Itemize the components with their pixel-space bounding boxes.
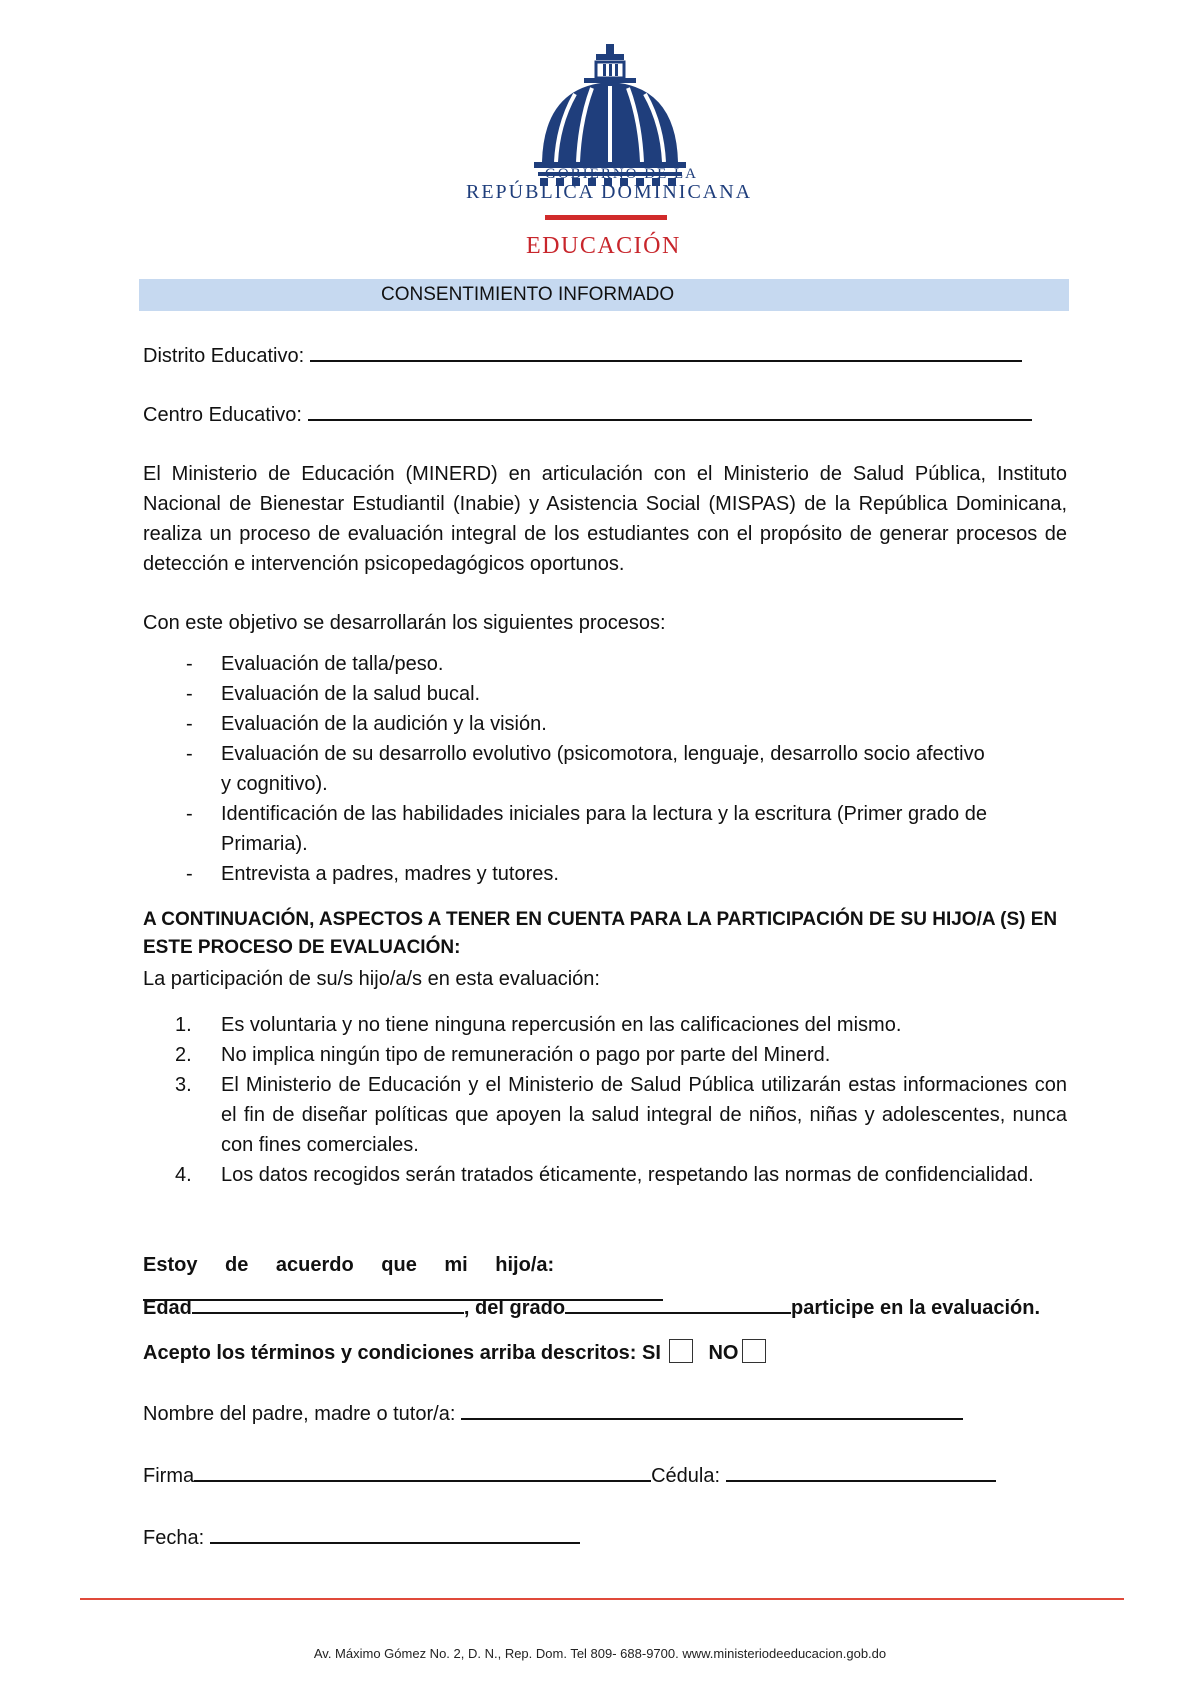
list-item: - Evaluación de talla/peso.	[143, 649, 1063, 679]
signature-line[interactable]	[194, 1462, 651, 1482]
parent-name-row	[143, 1399, 963, 1429]
age-grade-row	[143, 1293, 1073, 1323]
footer-address: Av. Máximo Gómez No. 2, D. N., Rep. Dom. Tel 809- 688-9700. www.ministeriodeeducacion.gob.do	[313, 1646, 887, 1661]
government-label-line1: GOBIERNO DE LA	[545, 166, 698, 182]
processes-list	[143, 649, 1063, 889]
distrito-input-line[interactable]	[310, 342, 1022, 362]
objective-text: Con este objetivo se desarrollarán los siguientes procesos:	[143, 612, 666, 634]
agree-label: Estoy de acuerdo que mi hijo/a:	[143, 1254, 555, 1276]
accept-label: Acepto los términos y condiciones arriba descritos: SI	[143, 1342, 661, 1364]
fecha-label: Fecha:	[143, 1527, 205, 1549]
date-line[interactable]	[210, 1524, 580, 1544]
edad-label: Edad	[143, 1297, 192, 1319]
page-title: CONSENTIMIENTO INFORMADO	[381, 284, 675, 305]
cedula-line[interactable]	[726, 1462, 996, 1482]
intro-paragraph: El Ministerio de Educación (MINERD) en articulación con el Ministerio de Salud Pública, Instituto Nacional de Bienestar Estudiantil (Inabie) y Asistencia Social (MISPAS) de la República Dominicana, realiza un proceso de evaluación integral de los estudiantes con el propósito de generar procesos de detección e intervención psicopedagógicos oportunos.	[143, 463, 1067, 575]
no-label: NO	[708, 1342, 739, 1364]
firma-label: Firma	[143, 1465, 195, 1487]
footer-divider	[80, 1598, 1124, 1600]
distrito-label: Distrito Educativo:	[143, 345, 305, 367]
list-item: 1. Es voluntaria y no tiene ninguna repercusión en las calificaciones del mismo.	[175, 1014, 902, 1036]
participe-label: participe en la evaluación.	[791, 1297, 1041, 1319]
title-banner	[139, 279, 1069, 311]
brand-divider	[545, 215, 667, 220]
list-item: 2. No implica ningún tipo de remuneración o pago por parte del Minerd.	[175, 1044, 831, 1066]
list-item: 4. Los datos recogidos serán tratados éticamente, respetando las normas de confidencialidad.	[175, 1164, 1034, 1186]
ministry-label: EDUCACIÓN	[526, 233, 681, 259]
list-item: - Evaluación de la audición y la visión.	[143, 709, 1063, 739]
list-item: - Evaluación de la salud bucal.	[143, 679, 1063, 709]
si-checkbox[interactable]	[669, 1339, 693, 1363]
list-item: - Identificación de las habilidades iniciales para la lectura y la escritura (Primer grado de Primaria).	[143, 799, 1063, 859]
cedula-label: Cédula:	[651, 1465, 721, 1487]
accept-row	[143, 1338, 766, 1368]
centro-row	[143, 400, 1032, 430]
aspects-heading: A CONTINUACIÓN, ASPECTOS A TENER EN CUENTA PARA LA PARTICIPACIÓN DE SU HIJO/A (S) EN ESTE PROCESO DE EVALUACIÓN:	[143, 909, 1058, 958]
centro-input-line[interactable]	[308, 401, 1032, 421]
date-row	[143, 1523, 580, 1553]
parent-name-line[interactable]	[461, 1400, 963, 1420]
centro-label: Centro Educativo:	[143, 404, 302, 426]
grade-line[interactable]	[565, 1294, 791, 1314]
distrito-row	[143, 341, 1022, 371]
age-line[interactable]	[192, 1294, 464, 1314]
aspects-intro: La participación de su/s hijo/a/s en esta evaluación:	[143, 968, 600, 990]
list-item: 3. El Ministerio de Educación y el Ministerio de Salud Pública utilizarán estas informaciones con el fin de diseñar políticas que apoyen la salud integral de niños, niñas y adolescentes, nunca con fines comerciales.	[175, 1074, 1067, 1156]
grado-label: , del grado	[463, 1297, 566, 1319]
no-checkbox[interactable]	[742, 1339, 766, 1363]
government-label-line2: REPÚBLICA DOMINICANA	[466, 181, 753, 203]
signature-row	[143, 1461, 996, 1491]
government-dome-logo	[460, 40, 760, 260]
parent-name-label: Nombre del padre, madre o tutor/a:	[143, 1403, 456, 1425]
list-item: - Evaluación de su desarrollo evolutivo (psicomotora, lenguaje, desarrollo socio afectivo y cognitivo).	[143, 739, 1063, 799]
aspects-list	[143, 1010, 1067, 1190]
list-item: - Entrevista a padres, madres y tutores.	[143, 859, 1063, 889]
